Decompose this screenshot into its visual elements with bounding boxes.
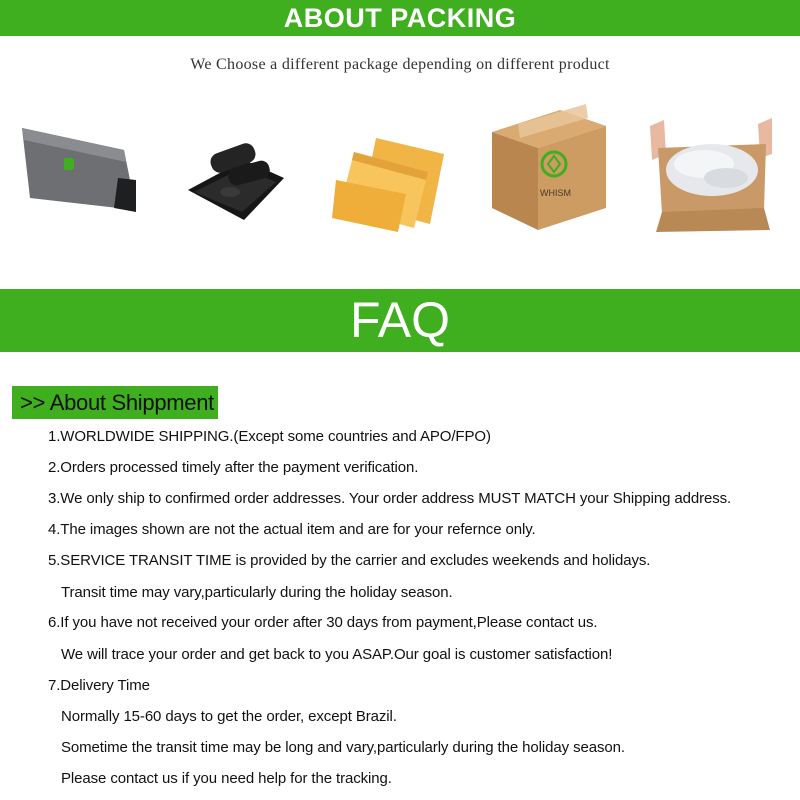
faq-line-7: 7.Delivery Time xyxy=(48,677,150,694)
gray-poly-mailer-icon xyxy=(14,120,138,220)
faq-line-5: 5.SERVICE TRANSIT TIME is provided by the carrier and excludes weekends and holidays. xyxy=(48,552,651,569)
faq-line-7-detail-2: Sometime the transit time may be long and vary,particularly during the holiday season. xyxy=(61,739,625,756)
faq-line-7-detail-3: Please contact us if you need help for the tracking. xyxy=(61,770,392,787)
cardboard-box-icon xyxy=(488,104,610,232)
faq-banner xyxy=(0,289,800,352)
faq-line-1: 1.WORLDWIDE SHIPPING.(Except some countries and APO/FPO) xyxy=(48,428,491,445)
faq-line-7-detail-1: Normally 15-60 days to get the order, except Brazil. xyxy=(61,708,397,725)
about-packing-title: ABOUT PACKING xyxy=(283,3,517,33)
open-box-bubble-wrap-icon xyxy=(648,114,774,232)
svg-text:WHISM: WHISM xyxy=(540,188,571,198)
about-shippment-label: >> About Shippment xyxy=(12,386,218,419)
faq-line-4: 4.The images shown are not the actual item and are for your refernce only. xyxy=(48,521,536,538)
faq-line-3: 3.We only ship to confirmed order addresses. Your order address MUST MATCH your Shipping address. xyxy=(48,490,732,507)
packing-subtitle: We Choose a different package depending on different product xyxy=(190,56,610,73)
faq-line-2: 2.Orders processed timely after the payment verification. xyxy=(48,459,419,476)
faq-title: FAQ xyxy=(349,292,451,348)
faq-line-6-continued: We will trace your order and get back to you ASAP.Our goal is customer satisfaction! xyxy=(61,646,613,663)
about-packing-banner xyxy=(0,0,800,36)
black-poly-bags-icon xyxy=(184,138,290,230)
yellow-bubble-envelopes-icon xyxy=(332,132,448,232)
faq-line-6: 6.If you have not received your order after 30 days from payment,Please contact us. xyxy=(48,614,598,631)
faq-line-5-continued: Transit time may vary,particularly during the holiday season. xyxy=(61,584,453,601)
